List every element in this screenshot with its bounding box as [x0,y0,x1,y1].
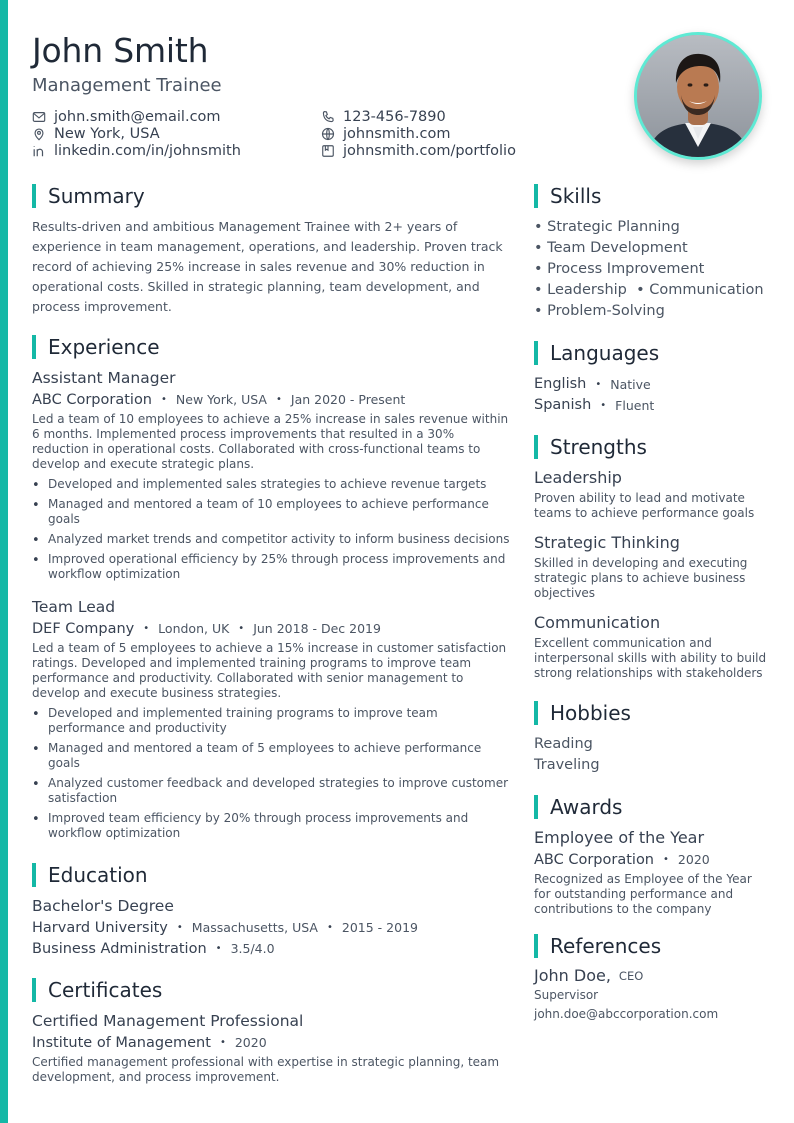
job-bullet: • Improved operational efficiency by 25% through process improvements and workflow optimization [32,552,512,582]
award-name: Employee of the Year [534,828,705,847]
job-bullet: • Developed and implemented sales strategies to achieve revenue targets [32,477,512,492]
summary-heading [32,184,512,208]
awards-title: Awards [550,795,623,819]
education-dates: 2015 - 2019 [341,920,418,935]
phone-text: 123-456-7890 [343,108,446,125]
strength-description: Skilled in developing and executing strategic plans to achieve business objectives [534,556,748,600]
phone-icon [321,110,335,124]
award-org: ABC Corporation [534,852,655,868]
language-name: Spanish [534,397,592,413]
certificates-title: Certificates [48,978,163,1002]
skill-item: • Team Development [534,240,688,256]
reference-name-row [534,967,770,985]
heading-accent [32,978,36,1002]
skills-section [534,184,770,322]
job-bullet: • Analyzed customer feedback and developed strategies to improve customer satisfaction [32,776,512,806]
education-meta [32,919,512,937]
degree: Bachelor's Degree [32,897,174,915]
separator-dot: • [600,400,607,411]
gpa: 3.5/4.0 [230,941,275,956]
side-column [534,184,770,1022]
strengths-title: Strengths [550,435,647,459]
separator-dot: • [161,394,167,405]
skill-item: • Leadership • Communication [534,282,764,298]
certificates-heading [32,978,512,1002]
award-description: Recognized as Employee of the Year for outstanding performance and contributions to the company [534,872,752,916]
job-meta [32,391,512,409]
skill-item: • Strategic Planning [534,219,680,235]
contact-portfolio[interactable] [321,142,581,159]
reference-name: John Doe, [534,966,611,985]
job-title: Team Lead [32,598,116,616]
job-bullets [32,706,512,841]
language-name: English [534,376,587,392]
experience-section [32,335,512,841]
hobby-item: Reading [534,736,593,752]
separator-dot: • [275,394,282,405]
separator-dot: • [663,854,669,865]
job-bullet: • Managed and mentored a team of 5 employees to achieve performance goals [32,741,512,771]
job-company: DEF Company [32,621,135,637]
accent-bar [0,0,8,1123]
job-title: Assistant Manager [32,369,176,387]
education-section [32,863,512,958]
certificate-meta [32,1034,512,1052]
hobbies-heading [534,701,770,725]
location-text: New York, USA [54,125,160,142]
languages-section [534,341,770,416]
separator-dot: • [176,922,183,933]
education-field-row [32,940,512,958]
languages-title: Languages [550,341,660,365]
strength-item [534,468,770,521]
job-bullet: • Analyzed market trends and competitor activity to inform business decisions [32,532,512,547]
strength-title: Leadership [534,468,622,487]
awards-heading [534,795,770,819]
language-item [534,374,770,395]
certificates-section [32,978,512,1085]
skills-heading [534,184,770,208]
portfolio-text: johnsmith.com/portfolio [343,142,516,159]
job-dates: Jan 2020 - Present [290,392,406,407]
strengths-heading [534,435,770,459]
globe-icon [321,127,335,141]
award-meta [534,851,770,869]
job-dates: Jun 2018 - Dec 2019 [253,621,381,636]
heading-accent [534,184,538,208]
separator-dot: • [219,1037,226,1048]
contact-grid [32,108,592,159]
email-text: john.smith@email.com [54,108,221,125]
hobbies-title: Hobbies [550,701,631,725]
job-entry [32,368,512,582]
references-heading [534,934,770,958]
contact-location [32,125,321,142]
job-bullets [32,477,512,582]
separator-dot: • [326,922,333,933]
summary-title: Summary [48,184,145,208]
strength-description: Proven ability to lead and motivate teams to achieve performance goals [534,491,755,520]
heading-accent [534,341,538,365]
heading-accent [534,435,538,459]
certificate-description: Certified management professional with expertise in strategic planning, team development, and process improvement. [32,1055,500,1084]
location-pin-icon [32,127,46,141]
contact-email[interactable] [32,108,321,125]
website-text: johnsmith.com [343,125,451,142]
reference-email[interactable]: john.doe@abccorporation.com [534,1007,719,1021]
skills-title: Skills [550,184,602,208]
strength-item [534,533,770,601]
candidate-role: Management Trainee [32,75,222,96]
mail-icon [32,110,46,124]
skill-item: • Process Improvement [534,261,705,277]
school-name: Harvard University [32,920,168,936]
main-column [32,184,512,1085]
job-company: ABC Corporation [32,392,153,408]
skills-list [534,217,770,322]
job-bullet: • Developed and implemented training programs to improve team performance and productivity [32,706,512,736]
contact-website[interactable] [321,125,581,142]
linkedin-icon [32,144,46,158]
references-title: References [550,934,662,958]
linkedin-text: linkedin.com/in/johnsmith [54,142,241,159]
school-location: Massachusetts, USA [191,920,318,935]
job-description: Led a team of 10 employees to achieve a 25% increase in sales revenue within 6 months. Implemented process improvements that resulted in a 30% reduction in operational costs. Collaborated with cross-functional teams to develop and execute strategic plans. [32,412,509,471]
certificate-year: 2020 [234,1035,267,1050]
languages-heading [534,341,770,365]
heading-accent [534,934,538,958]
award-year: 2020 [677,852,710,867]
heading-accent [32,335,36,359]
reference-relation: Supervisor [534,988,599,1002]
language-level: Native [610,377,651,392]
hobbies-section [534,701,770,776]
resume-header [32,30,592,159]
education-title: Education [48,863,148,887]
hobby-item: Traveling [534,757,600,773]
profile-photo [634,32,762,160]
heading-accent [32,863,36,887]
contact-linkedin[interactable] [32,142,321,159]
strength-item [534,613,770,681]
summary-text: Results-driven and ambitious Management Trainee with 2+ years of experience in team management, operations, and leadership. Proven track record of achieving 25% increase in sales revenue and 30% reduction in operational costs. Skilled in strategic planning, team development, and process improvement. [32,219,503,314]
strength-title: Communication [534,613,661,632]
job-bullet: • Managed and mentored a team of 10 employees to achieve performance goals [32,497,512,527]
job-location: London, UK [158,621,230,636]
job-entry [32,597,512,841]
separator-dot: • [238,623,245,634]
education-heading [32,863,512,887]
experience-heading [32,335,512,359]
summary-section [32,184,512,317]
contact-phone[interactable] [321,108,581,125]
job-meta [32,620,512,638]
job-location: New York, USA [175,392,267,407]
heading-accent [534,701,538,725]
strength-title: Strategic Thinking [534,533,680,552]
certificate-name: Certified Management Professional [32,1012,304,1030]
separator-dot: • [143,623,150,634]
field-of-study: Business Administration [32,941,207,957]
heading-accent [534,795,538,819]
language-item [534,395,770,416]
awards-section [534,795,770,917]
candidate-name: John Smith [32,31,209,70]
job-description: Led a team of 5 employees to achieve a 15% increase in customer satisfaction ratings. Developed and implemented training programs to improve team performance and productivity. Collaborated with senior management to develop and execute business strategies. [32,641,507,700]
strengths-section [534,435,770,681]
references-section [534,934,770,1022]
strength-description: Excellent communication and interpersonal skills with ability to build strong relationships with stakeholders [534,636,767,680]
certificate-issuer: Institute of Management [32,1035,211,1051]
profile-photo-image [637,35,759,157]
heading-accent [32,184,36,208]
experience-title: Experience [48,335,160,359]
separator-dot: • [215,943,222,954]
reference-role: CEO [618,969,644,983]
skill-item: • Problem-Solving [534,303,665,319]
separator-dot: • [595,379,602,390]
language-level: Fluent [615,398,655,413]
job-bullet: • Improved team efficiency by 20% through process improvements and workflow optimization [32,811,512,841]
portfolio-icon [321,144,335,158]
